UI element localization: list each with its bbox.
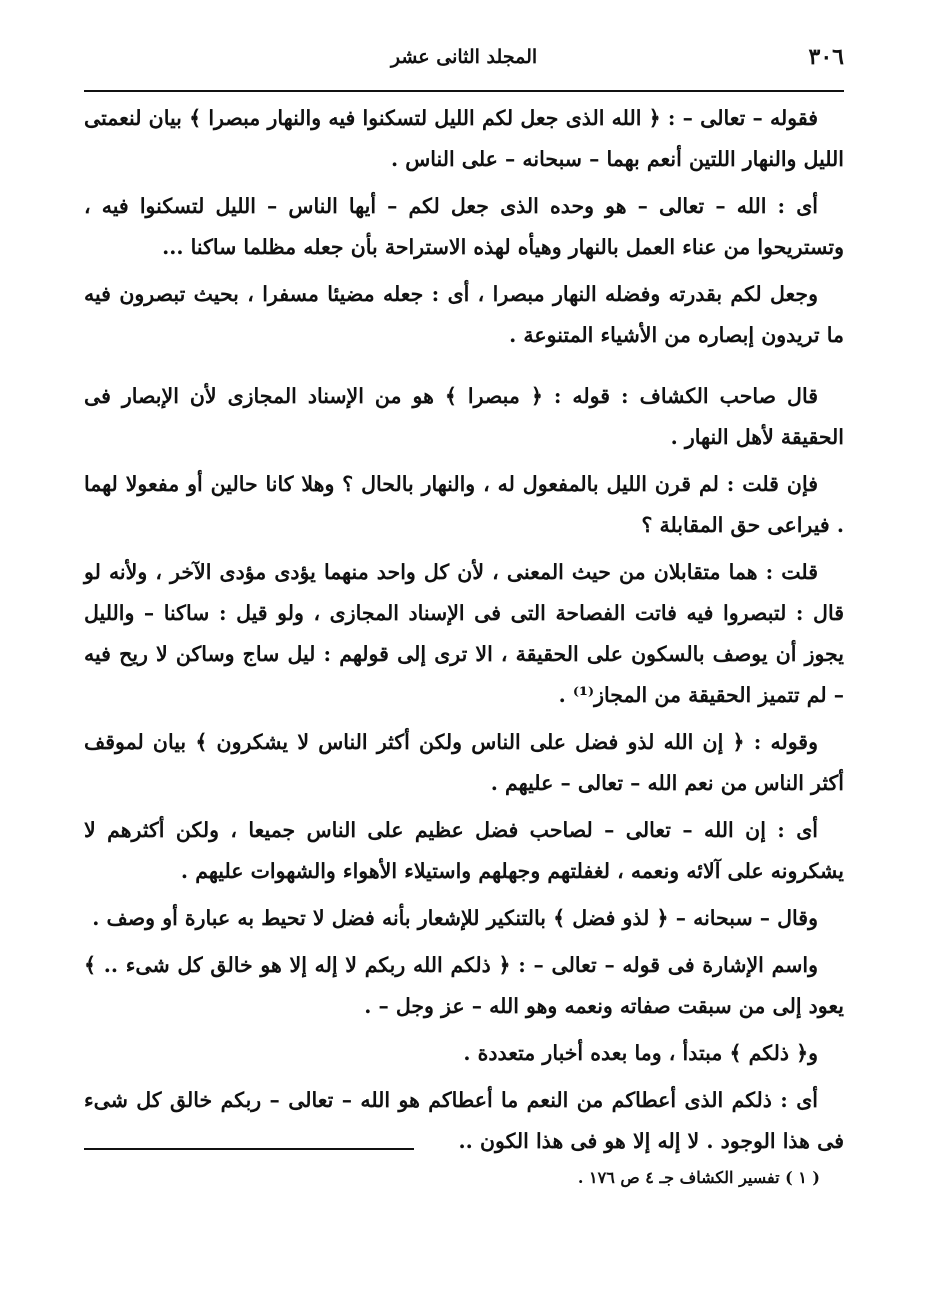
body-text <box>84 98 844 1162</box>
paragraph-8: أى : إن الله – تعالى – لصاحب فضل عظيم على الناس جميعا ، ولكن أكثرهم لا يشكرونه على آلائه ونعمه ، لغفلتهم وجهلهم واستيلاء الأهواء والشهوات عليهم . <box>84 818 844 883</box>
paragraph-9: وقال – سبحانه – ﴿ لذو فضل ﴾ بالتنكير للإشعار بأنه فضل لا تحيط به عبارة أو وصف . <box>92 906 818 930</box>
page-header <box>84 38 844 92</box>
paragraph-3: وجعل لكم بقدرته وفضله النهار مبصرا ، أى : جعله مضيئا مسفرا ، بحيث تبصرون فيه ما تريدون إبصاره من الأشياء المتنوعة . <box>84 282 844 347</box>
book-page <box>84 38 844 1268</box>
paragraph-10: واسم الإشارة فى قوله – تعالى – : ﴿ ذلكم الله ربكم لا إله إلا هو خالق كل شىء .. ﴾ يعود إلى من سبقت صفاته ونعمه وهو الله – عز وجل – . <box>84 953 844 1018</box>
paragraph-1: فقوله – تعالى – : ﴿ الله الذى جعل لكم الليل لتسكنوا فيه والنهار مبصرا ﴾ بيان لنعمتى الليل والنهار اللتين أنعم بهما – سبحانه – على الناس . <box>84 106 844 171</box>
paragraph-5: فإن قلت : لم قرن الليل بالمفعول له ، والنهار بالحال ؟ وهلا كانا حالين أو مفعولا لهما . فيراعى حق المقابلة ؟ <box>84 472 844 537</box>
paragraph-4: قال صاحب الكشاف : قوله : ﴿ مبصرا ﴾ هو من الإسناد المجازى لأن الإبصار فى الحقيقة لأهل النهار . <box>84 384 844 449</box>
paragraph-12: أى : ذلكم الذى أعطاكم من النعم ما أعطاكم هو الله – تعالى – ربكم خالق كل شىء فى هذا الوجود . لا إله إلا هو فى هذا الكون .. <box>84 1088 844 1153</box>
footnote-divider <box>84 1148 414 1150</box>
paragraph-7: وقوله : ﴿ إن الله لذو فضل على الناس ولكن أكثر الناس لا يشكرون ﴾ بيان لموقف أكثر الناس من نعم الله – تعالى – عليهم . <box>84 730 844 795</box>
paragraph-2: أى : الله – تعالى – هو وحده الذى جعل لكم – أيها الناس – الليل لتسكنوا فيه ، وتستريحوا من عناء العمل بالنهار وهيأه لهذه الاستراحة بأن جعله مظلما ساكنا ... <box>84 194 844 259</box>
paragraph-11: و﴿ ذلكم ﴾ مبتدأ ، وما بعده أخبار متعددة . <box>463 1041 818 1065</box>
footnote: ( ١ ) تفسير الكشاف جـ ٤ ص ١٧٦ . <box>577 1168 820 1187</box>
running-title: المجلد الثانى عشر <box>390 46 538 68</box>
page-number: ٣٠٦ <box>808 44 844 70</box>
paragraph-6: قلت : هما متقابلان من حيث المعنى ، لأن كل واحد منهما يؤدى مؤدى الآخر ، ولأنه لو قال : لتبصروا فيه فاتت الفصاحة التى فى الإسناد المجازى ، ولو قيل : ساكنا – والليل يجوز أن يوصف بالسكون على الحقيقة ، الا ترى إلى قولهم : ليل ساج وساكن لا ريح فيه – لم تتميز الحقيقة من المجاز⁽¹⁾ . <box>84 560 844 707</box>
